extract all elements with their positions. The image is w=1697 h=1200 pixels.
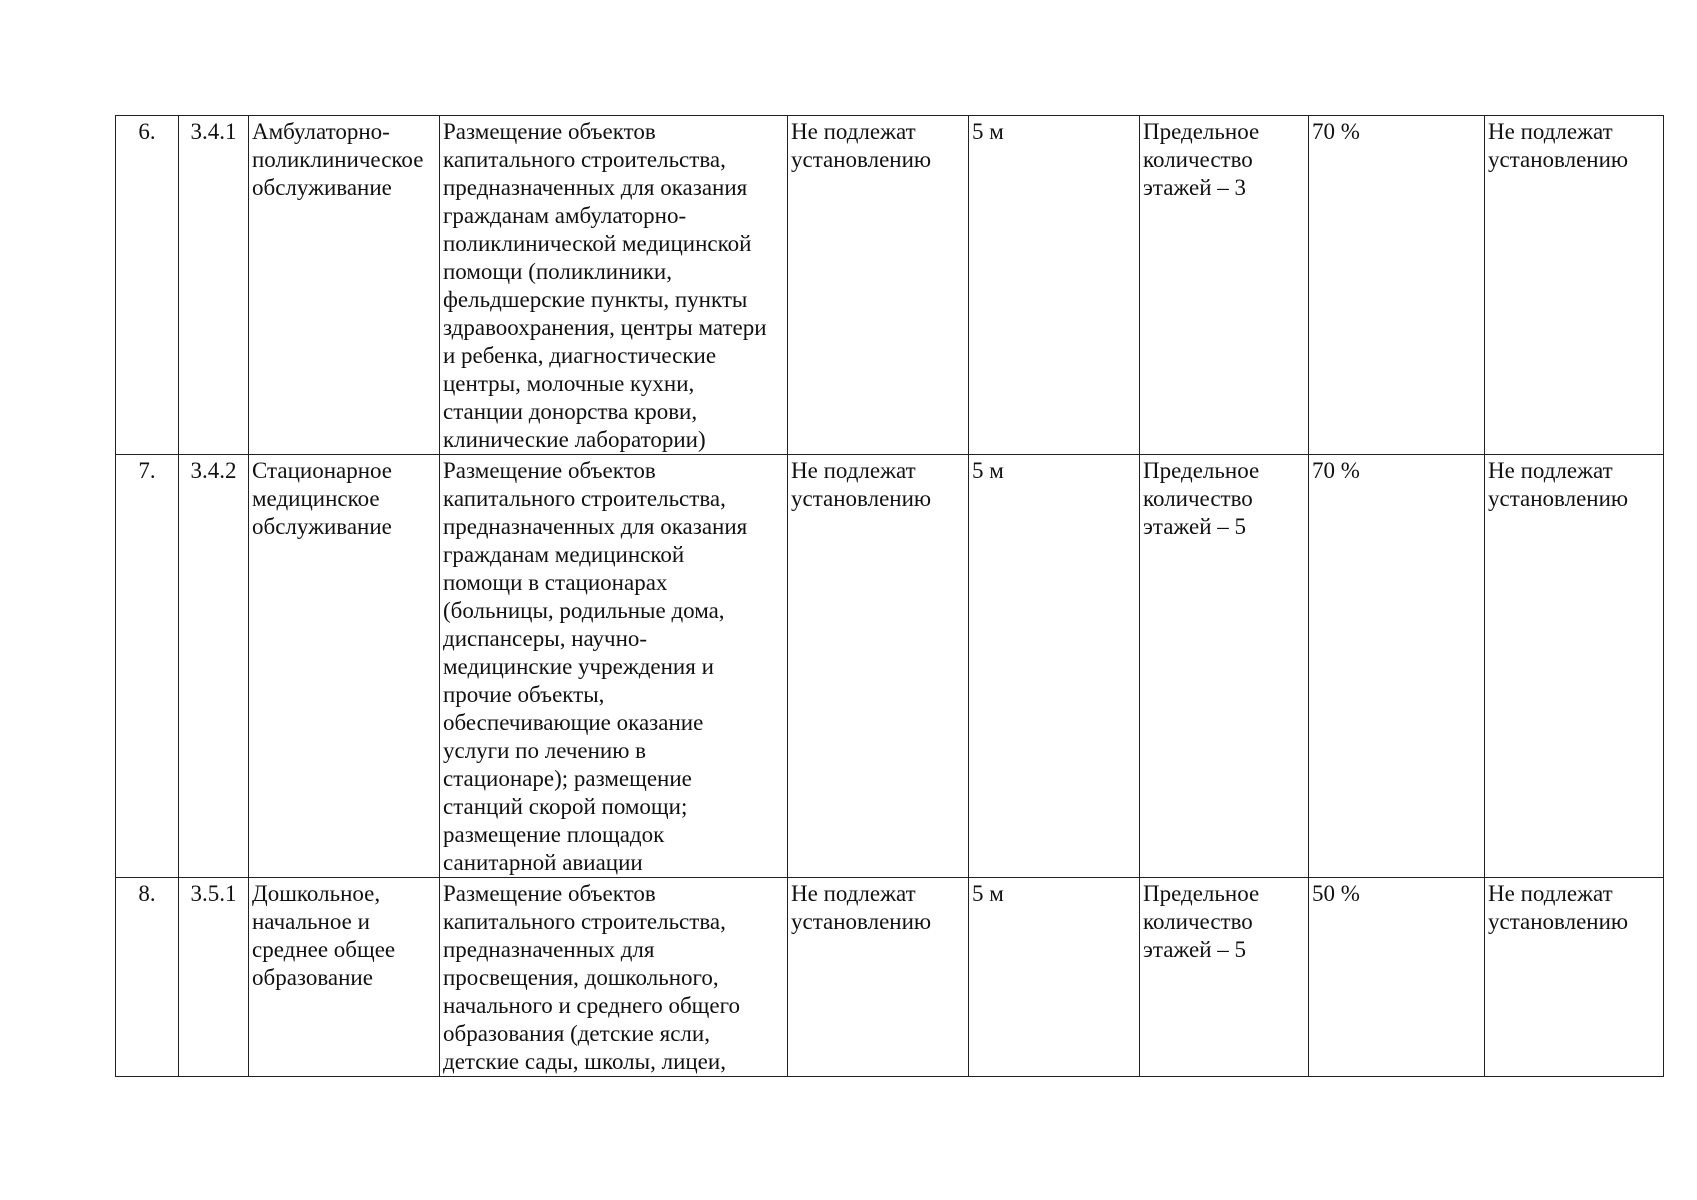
cell-text: 3.4.2 [190, 458, 237, 483]
cell-text-line: установлению [791, 147, 932, 172]
land-use-description-cell [440, 455, 788, 878]
cell-text-line: станций скорой помощи; [443, 794, 688, 819]
min-setback-cell [969, 116, 1140, 455]
cell-text: 70 % [1312, 458, 1360, 483]
land-use-code-cell [179, 455, 249, 878]
cell-text-line: поликлинической медицинской [443, 231, 752, 256]
cell-text: 8. [138, 881, 156, 906]
max-floors-cell [1140, 116, 1309, 455]
cell-text-line: медицинское [252, 486, 380, 511]
land-use-name-cell [249, 455, 440, 878]
cell-text-line: капитального строительства, [443, 486, 726, 511]
cell-text-line: обеспечивающие оказание [443, 710, 704, 735]
land-use-description-cell [440, 116, 788, 455]
max-coverage-cell [1309, 878, 1485, 1077]
land-use-name-cell [249, 878, 440, 1077]
cell-text-line: медицинские учреждения и [443, 654, 714, 679]
cell-text-line: предназначенных для оказания [443, 175, 748, 200]
cell-text: 5 м [972, 119, 1004, 144]
min-plot-size-cell [788, 116, 969, 455]
cell-text-line: Предельное [1143, 458, 1260, 483]
max-coverage-cell [1309, 116, 1485, 455]
cell-text-line: Не подлежат [791, 458, 916, 483]
cell-text-line: установлению [1488, 147, 1629, 172]
cell-text-line: образование [252, 965, 373, 990]
cell-text-line: установлению [1488, 486, 1629, 511]
max-floors-cell [1140, 878, 1309, 1077]
table-row [116, 455, 1664, 878]
cell-text-line: Не подлежат [1488, 458, 1613, 483]
cell-text-line: обслуживание [252, 175, 392, 200]
min-plot-size-cell [788, 878, 969, 1077]
cell-text: 7. [138, 458, 156, 483]
zoning-table [115, 115, 1664, 1077]
max-coverage-cell [1309, 455, 1485, 878]
land-use-code-cell [179, 878, 249, 1077]
cell-text-line: количество [1143, 909, 1253, 934]
cell-text-line: санитарной авиации [443, 850, 643, 875]
cell-text-line: центры, молочные кухни, [443, 371, 695, 396]
cell-text: 5 м [972, 881, 1004, 906]
cell-text-line: обслуживание [252, 514, 392, 539]
cell-text-line: Размещение объектов [443, 881, 656, 906]
other-params-cell [1485, 116, 1664, 455]
table-row [116, 878, 1664, 1077]
cell-text-line: начальное и [252, 909, 370, 934]
cell-text-line: установлению [791, 909, 932, 934]
cell-text: 70 % [1312, 119, 1360, 144]
min-setback-cell [969, 878, 1140, 1077]
cell-text-line: гражданам амбулаторно- [443, 203, 687, 228]
cell-text-line: предназначенных для [443, 937, 655, 962]
land-use-code-cell [179, 116, 249, 455]
cell-text-line: Не подлежат [1488, 119, 1613, 144]
cell-text-line: Не подлежат [1488, 881, 1613, 906]
other-params-cell [1485, 455, 1664, 878]
cell-text-line: капитального строительства, [443, 147, 726, 172]
row-number-cell [116, 116, 179, 455]
cell-text-line: и ребенка, диагностические [443, 343, 717, 368]
cell-text-line: среднее общее [252, 937, 396, 962]
cell-text-line: станции донорства крови, [443, 399, 698, 424]
cell-text-line: Не подлежат [791, 881, 916, 906]
cell-text-line: Размещение объектов [443, 119, 656, 144]
cell-text-line: установлению [791, 486, 932, 511]
cell-text-line: капитального строительства, [443, 909, 726, 934]
min-setback-cell [969, 455, 1140, 878]
row-number-cell [116, 455, 179, 878]
cell-text-line: этажей – 5 [1143, 514, 1247, 539]
cell-text: 3.4.1 [190, 119, 237, 144]
cell-text-line: фельдшерские пункты, пункты [443, 287, 748, 312]
cell-text-line: начального и среднего общего [443, 993, 740, 1018]
cell-text-line: Предельное [1143, 881, 1260, 906]
cell-text-line: установлению [1488, 909, 1629, 934]
cell-text-line: детские сады, школы, лицеи, [443, 1049, 726, 1074]
cell-text-line: Стационарное [252, 458, 393, 483]
cell-text-line: стационаре); размещение [443, 766, 692, 791]
cell-text-line: этажей – 3 [1143, 175, 1247, 200]
cell-text-line: услуги по лечению в [443, 738, 647, 763]
cell-text-line: Амбулаторно- [252, 119, 390, 144]
other-params-cell [1485, 878, 1664, 1077]
row-number-cell [116, 878, 179, 1077]
land-use-description-cell [440, 878, 788, 1077]
cell-text-line: Размещение объектов [443, 458, 656, 483]
cell-text-line: размещение площадок [443, 822, 665, 847]
cell-text: 50 % [1312, 881, 1360, 906]
cell-text: 6. [138, 119, 156, 144]
cell-text-line: (больницы, родильные дома, [443, 598, 725, 623]
cell-text-line: Не подлежат [791, 119, 916, 144]
cell-text-line: предназначенных для оказания [443, 514, 748, 539]
cell-text-line: диспансеры, научно- [443, 626, 648, 651]
cell-text-line: просвещения, дошкольного, [443, 965, 719, 990]
cell-text-line: количество [1143, 486, 1253, 511]
land-use-name-cell [249, 116, 440, 455]
cell-text-line: поликлиническое [252, 147, 424, 172]
cell-text-line: помощи (поликлиники, [443, 259, 672, 284]
cell-text-line: этажей – 5 [1143, 937, 1247, 962]
cell-text-line: здравоохранения, центры матери [443, 315, 767, 340]
cell-text-line: количество [1143, 147, 1253, 172]
cell-text-line: помощи в стационарах [443, 570, 668, 595]
cell-text-line: прочие объекты, [443, 682, 605, 707]
cell-text-line: образования (детские ясли, [443, 1021, 710, 1046]
max-floors-cell [1140, 455, 1309, 878]
cell-text-line: гражданам медицинской [443, 542, 685, 567]
cell-text-line: Дошкольное, [252, 881, 381, 906]
min-plot-size-cell [788, 455, 969, 878]
table-row [116, 116, 1664, 455]
cell-text-line: клинические лаборатории) [443, 427, 706, 452]
cell-text-line: Предельное [1143, 119, 1260, 144]
cell-text: 3.5.1 [190, 881, 237, 906]
cell-text: 5 м [972, 458, 1004, 483]
